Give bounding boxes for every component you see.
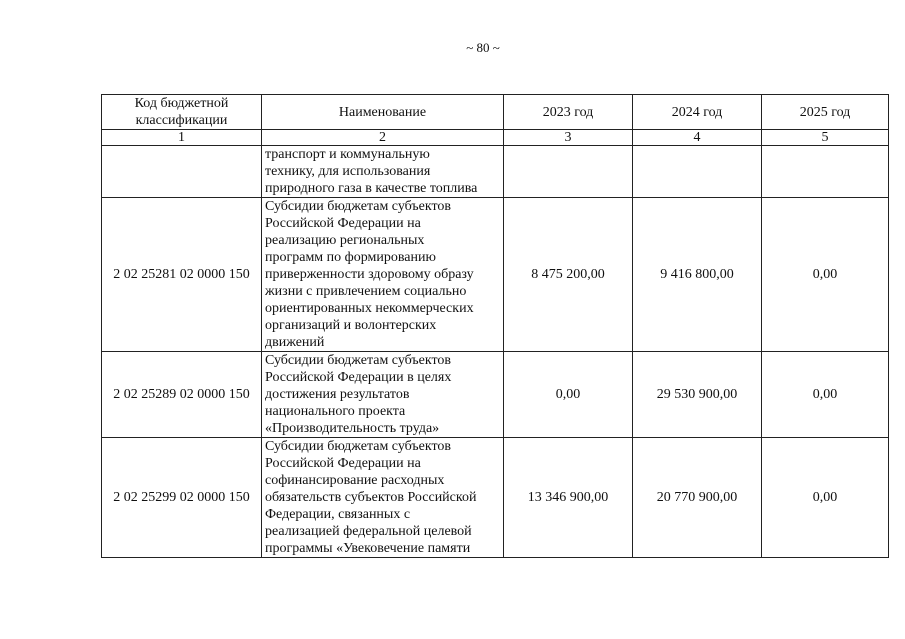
amount-y2025-cell: 0,00 xyxy=(762,438,889,558)
budget-code-cell xyxy=(102,146,262,198)
budget-code-cell: 2 02 25281 02 0000 150 xyxy=(102,198,262,352)
name-line: природного газа в качестве топлива xyxy=(265,181,478,196)
name-line: достижения результатов xyxy=(265,387,410,402)
table-row xyxy=(102,352,889,438)
name-line: «Производительность труда» xyxy=(265,421,440,436)
name-line: Субсидии бюджетам субъектов xyxy=(265,353,452,368)
column-number: 3 xyxy=(504,130,633,146)
table-body xyxy=(102,146,889,558)
name-cell xyxy=(262,352,504,438)
name-line: жизни с привлечением социально xyxy=(265,284,467,299)
budget-table xyxy=(101,94,889,558)
amount-y2025-cell: 0,00 xyxy=(762,352,889,438)
name-line: Субсидии бюджетам субъектов xyxy=(265,199,452,214)
amount-y2023-cell: 8 475 200,00 xyxy=(504,198,633,352)
name-line: программы «Увековечение памяти xyxy=(265,541,471,556)
column-number: 4 xyxy=(633,130,762,146)
header-2025: 2025 год xyxy=(762,95,889,130)
amount-y2023-cell: 0,00 xyxy=(504,352,633,438)
amount-y2024-cell: 29 530 900,00 xyxy=(633,352,762,438)
name-line: реализацией федеральной целевой xyxy=(265,524,472,539)
header-2023: 2023 год xyxy=(504,95,633,130)
name-line: Российской Федерации на xyxy=(265,456,421,471)
header-name: Наименование xyxy=(262,95,504,130)
amount-y2024-cell: 20 770 900,00 xyxy=(633,438,762,558)
table-row xyxy=(102,438,889,558)
name-line: ориентированных некоммерческих xyxy=(265,301,474,316)
name-line: транспорт и коммунальную xyxy=(265,147,430,162)
name-line: движений xyxy=(265,335,325,350)
budget-code-cell: 2 02 25299 02 0000 150 xyxy=(102,438,262,558)
name-line: Российской Федерации в целях xyxy=(265,370,452,385)
name-cell xyxy=(262,198,504,352)
name-line: софинансирование расходных xyxy=(265,473,445,488)
table-header-row xyxy=(102,95,889,130)
column-number-row xyxy=(102,130,889,146)
amount-y2023-cell xyxy=(504,146,633,198)
name-line: национального проекта xyxy=(265,404,406,419)
amount-y2024-cell: 9 416 800,00 xyxy=(633,198,762,352)
name-cell xyxy=(262,146,504,198)
name-line: обязательств субъектов Российской xyxy=(265,490,477,505)
name-line: приверженности здоровому образу xyxy=(265,267,474,282)
page-number: ~ 80 ~ xyxy=(466,40,500,55)
name-line: организаций и волонтерских xyxy=(265,318,437,333)
column-number: 5 xyxy=(762,130,889,146)
name-cell xyxy=(262,438,504,558)
header-code: Код бюджетной классификации xyxy=(102,95,262,130)
name-line: Федерации, связанных с xyxy=(265,507,411,522)
amount-y2024-cell xyxy=(633,146,762,198)
budget-code-cell: 2 02 25289 02 0000 150 xyxy=(102,352,262,438)
table-row xyxy=(102,198,889,352)
table-row xyxy=(102,146,889,198)
column-number: 2 xyxy=(262,130,504,146)
column-number: 1 xyxy=(102,130,262,146)
name-line: Субсидии бюджетам субъектов xyxy=(265,439,452,454)
amount-y2025-cell xyxy=(762,146,889,198)
amount-y2025-cell: 0,00 xyxy=(762,198,889,352)
header-2024: 2024 год xyxy=(633,95,762,130)
name-line: технику, для использования xyxy=(265,164,431,179)
name-line: Российской Федерации на xyxy=(265,216,421,231)
name-line: программ по формированию xyxy=(265,250,436,265)
amount-y2023-cell: 13 346 900,00 xyxy=(504,438,633,558)
name-line: реализацию региональных xyxy=(265,233,425,248)
